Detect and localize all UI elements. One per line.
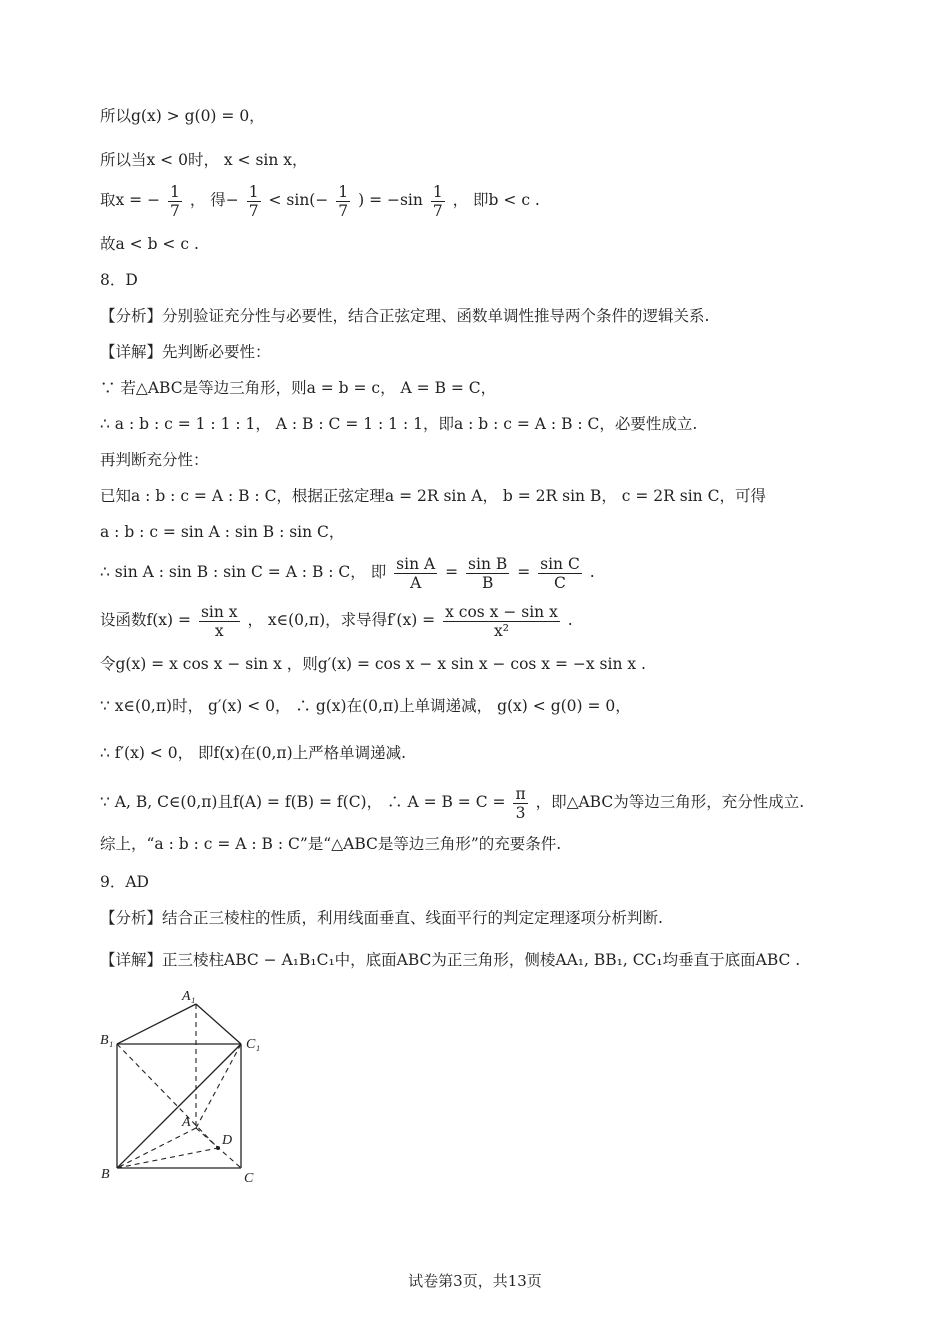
numerator: sin B (468, 554, 508, 573)
edge-AB (117, 1128, 196, 1168)
text-line: 所以当x < 0时， x < sin x， (100, 151, 308, 169)
text-segment: ， x∈(0,π)，求导得f′(x) = (247, 611, 436, 629)
label-A: A (182, 1115, 191, 1130)
text-segment: ， 得− (189, 191, 239, 209)
text-line: ∴ a : b : c = 1 : 1 : 1， A : B : C = 1 : 1 : 1，即a : b : c = A : B : C，必要性成立. (100, 415, 698, 433)
denominator: 7 (432, 201, 443, 220)
text-line: 已知a : b : c = A : B : C，根据正弦定理a = 2R sin A， b = 2R sin B， c = 2R sin C，可得 (100, 487, 766, 505)
period: . (567, 611, 573, 629)
point-D (216, 1146, 220, 1150)
fraction (394, 555, 437, 592)
text-segment: ∴ sin A : sin B : sin C = A : B : C， 即 (100, 563, 387, 581)
denominator: 7 (338, 201, 349, 220)
segment-BD (117, 1148, 218, 1168)
edge-A1B1 (117, 1004, 196, 1044)
denominator: B (481, 573, 494, 592)
text-line: a : b : c = sin A : sin B : sin C， (100, 523, 345, 541)
label-C1: C₁ (246, 1037, 261, 1052)
page-footer: 试卷第3页，共13页 (408, 1272, 542, 1290)
denominator: x² (493, 621, 509, 640)
fraction (538, 555, 582, 592)
label-D: D (222, 1133, 233, 1148)
fraction (513, 785, 527, 822)
edge-A1C1 (196, 1004, 241, 1044)
denominator: 3 (515, 803, 526, 822)
numerator: 1 (248, 182, 259, 201)
label-B: B (101, 1167, 110, 1182)
fraction (336, 183, 350, 220)
denominator: A (410, 573, 422, 592)
text-segment: < sin(− (268, 191, 329, 209)
denominator: C (554, 573, 566, 592)
text-segment: ) = −sin (358, 191, 423, 209)
fraction (168, 183, 182, 220)
text-segment: 取x = − (100, 191, 161, 209)
analysis-line: 【分析】分别验证充分性与必要性，结合正弦定理、函数单调性推导两个条件的逻辑关系. (100, 307, 710, 325)
text-segment: ， 即b < c . (452, 191, 540, 209)
text-line: 综上，“a : b : c = A : B : C”是“△ABC是等边三角形”的充要条件. (100, 835, 562, 853)
text-line: 再判断充分性： (100, 451, 209, 469)
numerator: 1 (432, 182, 443, 201)
fraction (466, 555, 509, 592)
numerator: x cos x − sin x (445, 602, 558, 621)
text-segment: ∵ A, B, C∈(0,π)且f(A) = f(B) = f(C)， ∴ A = B = C = (100, 793, 506, 811)
period: . (589, 563, 595, 581)
numerator: π (515, 784, 526, 803)
text-line: 故a < b < c . (100, 235, 199, 253)
text-line: ∴ f′(x) < 0， 即f(x)在(0,π)上严格单调递减. (100, 744, 407, 762)
text-line: ∵ x∈(0,π)时， g′(x) < 0， ∴ g(x)在(0,π)上单调递减， g(x) < g(0) = 0， (100, 697, 631, 715)
equals-sign: = (445, 563, 459, 581)
numerator: 1 (170, 182, 180, 201)
equals-sign: = (517, 563, 531, 581)
text-line (100, 552, 595, 592)
fraction (443, 603, 560, 640)
label-C: C (244, 1171, 254, 1186)
label-B1: B₁ (100, 1033, 114, 1048)
analysis-line: 【分析】结合正三棱柱的性质，利用线面垂直、线面平行的判定定理逐项分析判断. (100, 909, 663, 927)
text-line (100, 782, 804, 822)
fraction (247, 183, 261, 220)
label-A1: A₁ (182, 989, 196, 1004)
text-segment: 设函数f(x) = (100, 611, 191, 629)
fraction (431, 183, 445, 220)
numerator: sin C (540, 554, 580, 573)
numerator: sin x (200, 602, 238, 621)
numerator: sin A (396, 554, 436, 573)
text-line (100, 600, 573, 640)
fraction (199, 603, 240, 640)
prism-figure (96, 984, 286, 1194)
question-number: 9．AD (100, 873, 149, 891)
text-line: 令g(x) = x cos x − sin x ，则g′(x) = cos x − x sin x − cos x = −x sin x . (100, 655, 646, 673)
question-number: 8．D (100, 271, 138, 289)
denominator: 7 (170, 201, 180, 220)
text-line (100, 180, 540, 220)
segment-B1D (117, 1044, 218, 1148)
segment-AC1 (196, 1044, 241, 1128)
denominator: 7 (248, 201, 259, 220)
detail-line: 【详解】正三棱柱ABC − A₁B₁C₁中，底面ABC为正三角形，侧棱AA₁, BB₁, CC₁均垂直于底面ABC . (100, 951, 801, 969)
segment-BC1 (117, 1044, 241, 1168)
numerator: 1 (338, 182, 349, 201)
text-line: 所以g(x) > g(0) = 0， (100, 107, 265, 125)
detail-line: 【详解】先判断必要性： (100, 343, 271, 361)
denominator: x (214, 621, 224, 640)
text-segment: ，即△ABC为等边三角形，充分性成立. (535, 793, 805, 811)
text-line: ∵ 若△ABC是等边三角形，则a = b = c， A = B = C， (100, 379, 497, 397)
